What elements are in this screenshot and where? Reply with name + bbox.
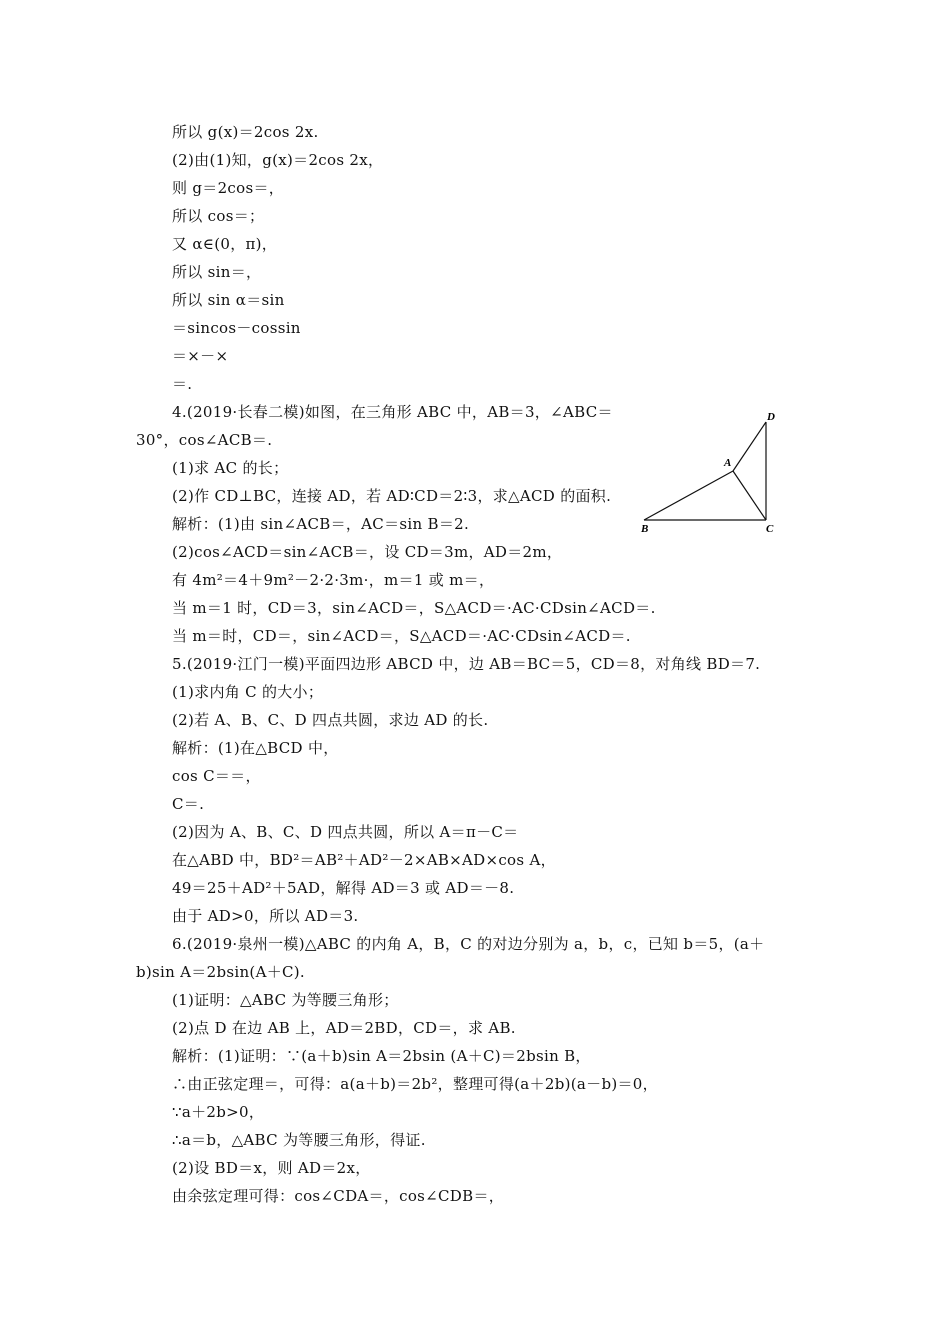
- text-line: (2)若 A、B、C、D 四点共圆，求边 AD 的长.: [172, 711, 489, 729]
- text-line: 解析：(1)由 sin∠ACB＝，AC＝sin B＝2.: [172, 515, 470, 533]
- text-line: ＝×－×: [172, 347, 229, 365]
- text-line: (2)cos∠ACD＝sin∠ACB＝，设 CD＝3m，AD＝2m，: [172, 543, 563, 561]
- text-line: 当 m＝时，CD＝，sin∠ACD＝，S△ACD＝·AC·CDsin∠ACD＝.: [172, 627, 631, 645]
- text-line: 所以 sin＝，: [172, 263, 262, 281]
- text-line: (1)求 AC 的长；: [172, 459, 289, 477]
- text-line: ∵a＋2b>0，: [172, 1103, 265, 1121]
- segment-ac: [733, 471, 766, 520]
- problem-6-heading: 6.(2019·泉州一模)△ABC 的内角 A，B，C 的对边分别为 a，b，c，已知 b＝5，(a＋: [172, 935, 765, 953]
- text-line: 在△ABD 中，BD²＝AB²＋AD²－2×AB×AD×cos A，: [172, 851, 556, 869]
- text-line: 所以 g(x)＝2cos 2x.: [172, 123, 319, 141]
- text-line: 解析：(1)证明：∵(a＋b)sin A＝2bsin (A＋C)＝2bsin B，: [172, 1047, 591, 1065]
- text-line: b)sin A＝2bsin(A＋C).: [136, 963, 305, 981]
- text-line: C＝.: [172, 795, 205, 813]
- text-line: 所以 sin α＝sin: [172, 291, 285, 309]
- triangle-diagram: [636, 408, 786, 538]
- text-line: 当 m＝1 时，CD＝3，sin∠ACD＝，S△ACD＝·AC·CDsin∠ACD＝.: [172, 599, 656, 617]
- label-c: C: [766, 523, 774, 535]
- text-line: (1)证明：△ABC 为等腰三角形；: [172, 991, 399, 1009]
- text-line: 49＝25＋AD²＋5AD，解得 AD＝3 或 AD＝－8.: [172, 879, 515, 897]
- text-line: (2)作 CD⊥BC，连接 AD，若 AD∶CD＝2∶3，求△ACD 的面积.: [172, 487, 612, 505]
- segment-bd: [644, 471, 733, 520]
- text-line: 解析：(1)在△BCD 中，: [172, 739, 339, 757]
- text-line: 有 4m²＝4＋9m²－2·2·3m·，m＝1 或 m＝，: [172, 571, 495, 589]
- label-d: D: [767, 411, 775, 423]
- problem-4-heading: 4.(2019·长春二模)如图，在三角形 ABC 中，AB＝3，∠ABC＝: [172, 403, 613, 421]
- text-line: 由于 AD>0，所以 AD＝3.: [172, 907, 359, 925]
- text-line: 又 α∈(0，π)，: [172, 235, 278, 253]
- triangle-figure: [636, 408, 786, 538]
- text-line: cos C＝＝，: [172, 767, 261, 785]
- text-line: 由余弦定理可得：cos∠CDA＝，cos∠CDB＝，: [172, 1187, 505, 1205]
- text-line: 所以 cos＝；: [172, 207, 265, 225]
- label-a: A: [724, 457, 732, 469]
- text-line: ∴a＝b，△ABC 为等腰三角形，得证.: [172, 1131, 426, 1149]
- text-line: ＝.: [172, 375, 193, 393]
- text-line: (2)因为 A、B、C、D 四点共圆，所以 A＝π－C＝: [172, 823, 519, 841]
- text-line: (1)求内角 C 的大小；: [172, 683, 324, 701]
- text-line: (2)点 D 在边 AB 上，AD＝2BD，CD＝，求 AB.: [172, 1019, 516, 1037]
- segment-ad: [733, 422, 766, 471]
- text-line: (2)设 BD＝x，则 AD＝2x，: [172, 1159, 371, 1177]
- problem-5-heading: 5.(2019·江门一模)平面四边形 ABCD 中，边 AB＝BC＝5，CD＝8，对角线 BD＝7.: [172, 655, 761, 673]
- text-line: 30°，cos∠ACB＝.: [136, 431, 273, 449]
- text-line: 则 g＝2cos＝，: [172, 179, 285, 197]
- text-line: ＝sincos－cossin: [172, 319, 301, 337]
- text-line: ∴由正弦定理＝，可得：a(a＋b)＝2b²，整理可得(a＋2b)(a－b)＝0，: [172, 1075, 658, 1093]
- text-line: (2)由(1)知，g(x)＝2cos 2x，: [172, 151, 384, 169]
- label-b: B: [641, 523, 649, 535]
